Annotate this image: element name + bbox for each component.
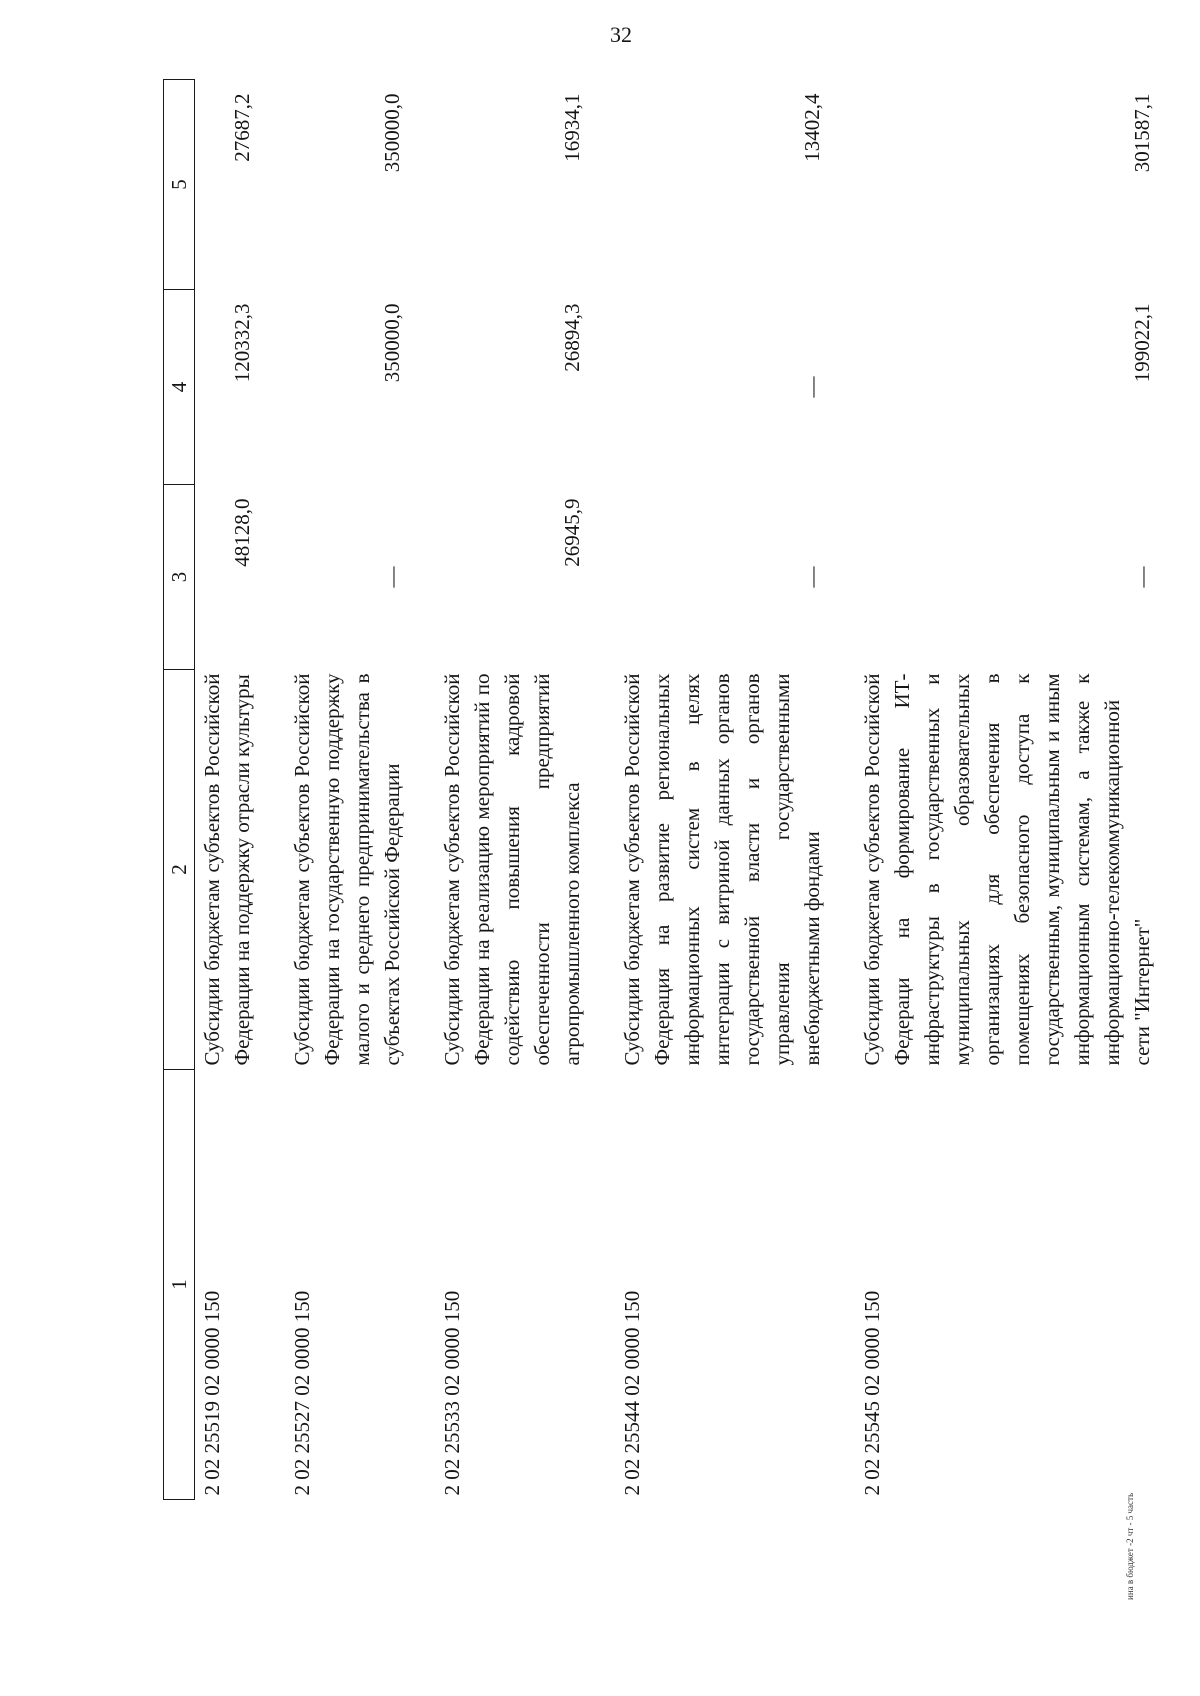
row-value-col3: — [1130, 566, 1154, 588]
row-value-col3: — [380, 566, 404, 588]
row-name: Субсидии бюджетам субъектов Российской Федерация на развитие региональных информационных систем в целях интеграции с витриной данных органов государственной власти и органов управления государственными внебюджетными фондами [620, 673, 824, 1066]
budget-table [163, 79, 1185, 1500]
row-name: Субсидии бюджетам субъектов Российской Федераци на формирование ИТ-инфраструктуры в государственных и муниципальных образовательных организациях для обеспечения в помещениях безопасного доступа к государственным, муниципальным и иным информационным системам, а также к информационно-телекоммуникационной сети "Интернет" [860, 673, 1154, 1066]
row-value-col3: 26945,9 [560, 498, 584, 567]
rotated-table-container [163, 80, 1193, 1500]
header-col-4: 4 [164, 290, 195, 485]
row-value-col4: 350000,0 [380, 303, 404, 383]
row-value-col5: 301587,1 [1130, 93, 1154, 173]
row-value-col3: 48128,0 [230, 498, 254, 567]
row-name: Субсидии бюджетам субъектов Российской Федерации на реализацию мероприятий по содействию повышения кадровой обеспеченности предприятий агропромышленного комплекса [440, 673, 584, 1066]
row-value-col3: — [800, 566, 824, 588]
table-row [615, 80, 855, 1500]
row-value-col4: 199022,1 [1130, 303, 1154, 383]
row-value-col5: 16934,1 [560, 93, 584, 162]
header-col-2: 2 [164, 670, 195, 1070]
row-value-col5: 13402,4 [800, 93, 824, 162]
row-value-col4: — [800, 376, 824, 398]
header-row [164, 80, 195, 1500]
header-col-5: 5 [164, 80, 195, 290]
table-row [855, 80, 1185, 1500]
row-code: 2 02 25544 02 0000 150 [620, 1290, 644, 1496]
row-value-col4: 120332,3 [230, 303, 254, 383]
row-code: 2 02 25533 02 0000 150 [440, 1290, 464, 1496]
table-row [195, 80, 286, 1500]
row-name: Субсидии бюджетам субъектов Российской Федерации на государственную поддержку малого и среднего предпринимательства в субъектах Российской Федерации [290, 673, 404, 1066]
page-number: 32 [610, 22, 632, 47]
row-code: 2 02 25527 02 0000 150 [290, 1290, 314, 1496]
header-col-1: 1 [164, 1070, 195, 1500]
row-value-col5: 350000,0 [380, 93, 404, 173]
table-row [435, 80, 615, 1500]
row-code: 2 02 25545 02 0000 150 [860, 1290, 884, 1496]
row-value-col4: 26894,3 [560, 303, 584, 372]
table-row [285, 80, 435, 1500]
row-value-col5: 27687,2 [230, 93, 254, 162]
footer-note: ина в бюджет -2 чт - 5 часть [1125, 1492, 1135, 1600]
row-code: 2 02 25519 02 0000 150 [200, 1290, 224, 1496]
row-name: Субсидии бюджетам субъектов Российской Федерации на поддержку отрасли культуры [200, 673, 254, 1066]
header-col-3: 3 [164, 485, 195, 670]
